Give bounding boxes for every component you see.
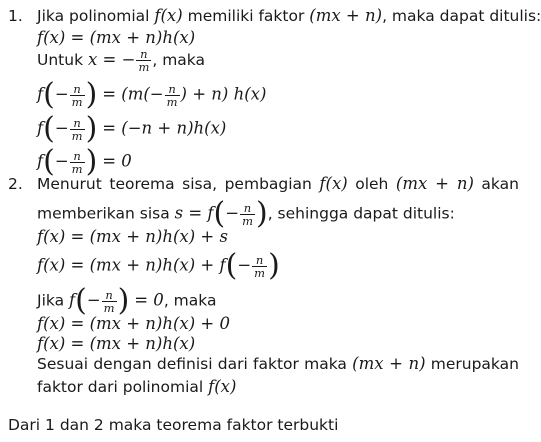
item2-equation-4: f(x) = (mx + n)h(x) [37,334,196,353]
item2-equation-3: f(x) = (mx + n)h(x) + 0 [37,314,230,333]
item-number-2: 2. [8,175,23,193]
item2-jika-line: Jika f(− $\frac{n}{m}$ ) = 0, maka [37,283,217,318]
final-conclusion: Dari 1 dan 2 maka teorema faktor terbukti [8,416,339,434]
item2-paragraph-line-1: Menurut teorema sisa, pembagian f(x) oleh (mx + n) akan [37,174,519,193]
item2-conclusion-line-2: faktor dari polinomial f(x) [37,377,237,396]
item2-equation-2: f(x) = (mx + n)h(x) + f(− $\frac{n}{m}$ ) [37,248,280,283]
item2-paragraph-line-2: memberikan sisa s = f(− $\frac{n}{m}$ ), sehingga dapat ditulis: [37,196,455,231]
item2-conclusion-line-1: Sesuai dengan definisi dari faktor maka (mx + n) merupakan [37,354,519,373]
item1-intro: Jika polinomial f(x) memiliki faktor (mx + n), maka dapat ditulis: [37,6,541,25]
item-number-1: 1. [8,7,23,25]
fraction-n-over-m: $\frac{n}{m}$ [138,47,150,74]
item1-equation-1: f(x) = (mx + n)h(x) [37,28,196,47]
item1-equation-4: f(− $\frac{n}{m}$ ) = 0 [37,144,132,179]
item2-equation-1: f(x) = (mx + n)h(x) + s [37,227,228,246]
item1-equation-2: f(− $\frac{n}{m}$ ) = (m(− $\frac{n}{m}$ ) + n) h(x) [37,77,267,112]
item1-equation-3: f(− $\frac{n}{m}$ ) = (−n + n)h(x) [37,111,227,146]
item1-untuk-line: Untuk x = − $\frac{n}{m}$ , maka [37,47,205,74]
